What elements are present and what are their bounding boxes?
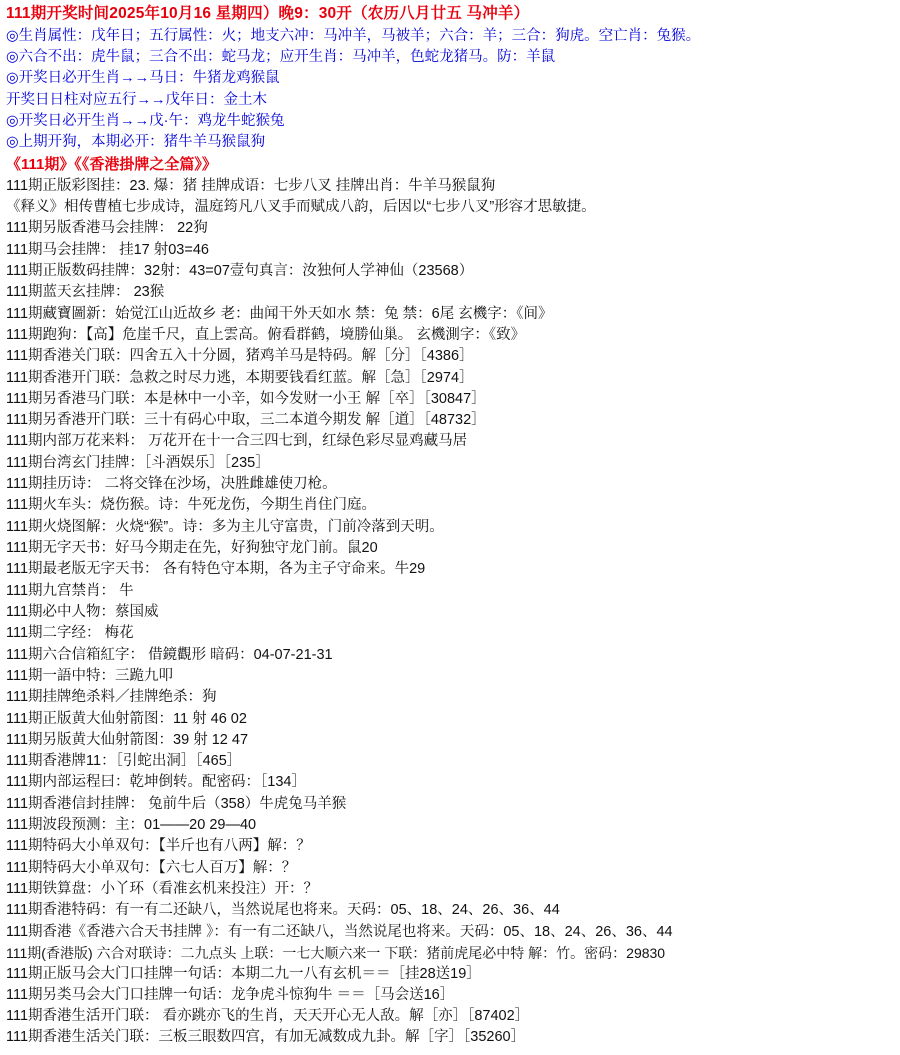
entry-line: 111期挂牌绝杀料／挂牌绝杀：狗 <box>6 689 217 706</box>
entry-line: 111期内部运程曰：乾坤倒转。配密码：［134］ <box>6 774 306 791</box>
header-line-6: ◎上期开狗，本期必开：猪牛羊马猴鼠狗 <box>6 134 266 151</box>
entry-line: 111期二字经： 梅花 <box>6 625 134 642</box>
entry-line: 111期挂历诗： 二将交锋在沙场，决胜雌雄使刀枪。 <box>6 476 337 493</box>
entry-line: 111期另类马会大门口挂牌一句话：龙争虎斗惊狗牛 ＝＝［马会送16］ <box>6 986 455 1003</box>
entry-line: 111期另版黄大仙射箭图：39 射 12 47 <box>6 731 249 748</box>
entry-line: 111期另香港马门联：本是林中一小辛，如今发财一小王 解［卒］［30847］ <box>6 390 486 407</box>
entry-line: 111期必中人物：蔡国威 <box>6 603 159 620</box>
entry-line: 111期香港关门联：四舍五入十分圆，猪鸡羊马是特码。解［分］［4386］ <box>6 348 474 365</box>
entry-line: 111期最老版无字天书： 各有特色守本期，各为主子守命来。牛29 <box>6 561 426 578</box>
entry-line: 111期铁算盘：小丫环（看准玄机来投注）开：？ <box>6 881 319 898</box>
entry-line: 111期波段预测：主：01——20 29—40 <box>6 817 257 834</box>
entry-line: 111期正版彩图挂：23. 爆：猪 挂牌成语：七步八叉 挂牌出肖：牛羊马猴鼠狗 <box>6 177 496 194</box>
entry-line: 111期蓝天玄挂牌： 23猴 <box>6 284 165 301</box>
header-line-5: ◎开奖日必开生肖→→戊·午：鸡龙牛蛇猴兔 <box>6 113 285 130</box>
entry-line: 111期香港《香港六合天书挂牌 》：有一有二还缺八，当然说尾也将来。天码：05、18、24、26、36、44 <box>6 923 673 940</box>
entry-line: 111期特码大小单双句：【六七人百万】解：？ <box>6 859 297 876</box>
entry-line: 111期香港牌11：［引蛇出洞］［465］ <box>6 753 242 770</box>
entry-line: 111期六合信箱紅字： 借鏡觀形 暗码：04-07-21-31 <box>6 646 333 663</box>
entry-line: 111期正版数码挂牌：32射：43=07壹句真言：汝独何人学神仙（23568） <box>6 262 474 279</box>
entry-line: 111期香港特码：有一有二还缺八，当然说尾也将来。天码：05、18、24、26、36、44 <box>6 902 560 919</box>
entry-line: 111期(香港版) 六合对联诗：二九点头 上联：一七大顺六来一 下联：猪前虎尾必中特 解：竹。密码：29830 <box>6 944 666 961</box>
entry-line: 111期藏寶圖新：始觉江山近故乡 老：曲闻干外天如水 禁：兔 禁：6尾 玄機字：《间》 <box>6 305 553 322</box>
entry-line: 111期另版香港马会挂牌： 22狗 <box>6 220 208 237</box>
entry-line: 111期火烧图解：火烧“猴”。诗：多为主儿守富贵，门前冷落到天明。 <box>6 518 444 535</box>
entry-line: 111期香港信封挂牌： 兔前牛后（358）牛虎兔马羊猴 <box>6 795 347 812</box>
entry-line: 111期正版马会大门口挂牌一句话：本期二九一八有玄机＝＝［挂28送19］ <box>6 965 481 982</box>
entry-line: 111期内部万花来料： 万花开在十一合三四七到，红绿色彩尽显鸡藏马居 <box>6 433 468 450</box>
entry-line: 111期台湾玄门挂牌：［斗酒娱乐］［235］ <box>6 454 270 471</box>
entry-line: 111期一語中特：三跪九叩 <box>6 667 174 684</box>
page-title: 111期开奖时间2025年10月16 星期四）晚9：30开（农历八月廿五 马冲羊） <box>6 5 530 22</box>
entry-line: 111期特码大小单双句：【半斤也有八两】解：？ <box>6 838 311 855</box>
header-line-4: 开奖日日柱对应五行→→戊年日：金土木 <box>6 91 267 108</box>
header-line-2: ◎六合不出：虎牛鼠；三合不出：蛇马龙；应开生肖：马冲羊，色蛇龙猪马。防：羊鼠 <box>6 49 556 66</box>
entry-line: 111期正版黄大仙射箭图：11 射 46 02 <box>6 710 247 727</box>
section-title: 《111期》《《香港掛牌之全篇》》 <box>6 155 217 173</box>
entry-line: 111期香港开门联：急救之时尽力逃，本期要钱看红蓝。解［急］［2974］ <box>6 369 474 386</box>
header-line-1: ◎生肖属性：戊年日；五行属性：火；地支六冲：马冲羊，马被羊；六合：羊；三合：狗虎。空亡肖：兔猴。 <box>6 27 701 44</box>
entry-line: 111期香港生活开门联： 看亦跳亦飞的生肖，天天开心无人敌。解［亦］［87402］ <box>6 1008 530 1025</box>
entry-line: 《释义》相传曹植七步成诗，温庭筠凡八叉手而赋成八韵，后因以“七步八叉”形容才思敏捷。 <box>6 199 596 216</box>
entry-line: 111期另香港开门联：三十有码心中取，三二本道今期发 解［道］［48732］ <box>6 412 486 429</box>
entry-line: 111期马会挂牌： 挂17 射03=46 <box>6 241 209 258</box>
header-line-3: ◎开奖日必开生肖→→马日：牛猪龙鸡猴鼠 <box>6 70 280 87</box>
entry-line: 111期无字天书：好马今期走在先，好狗独守龙门前。鼠20 <box>6 540 378 557</box>
entry-line: 111期火车头：烧伤猴。诗：牛死龙伤，今期生肖住门庭。 <box>6 497 377 514</box>
entry-line: 111期香港生活关门联：三板三眼数四宫，有加无减数成九卦。解［字］［35260］ <box>6 1029 526 1046</box>
entry-line: 111期跑狗：【高】危崖千尺，直上雲高。俯看群鹤，境勝仙巢。 玄機測字：《致》 <box>6 326 526 343</box>
entry-line: 111期九宫禁肖： 牛 <box>6 582 134 599</box>
